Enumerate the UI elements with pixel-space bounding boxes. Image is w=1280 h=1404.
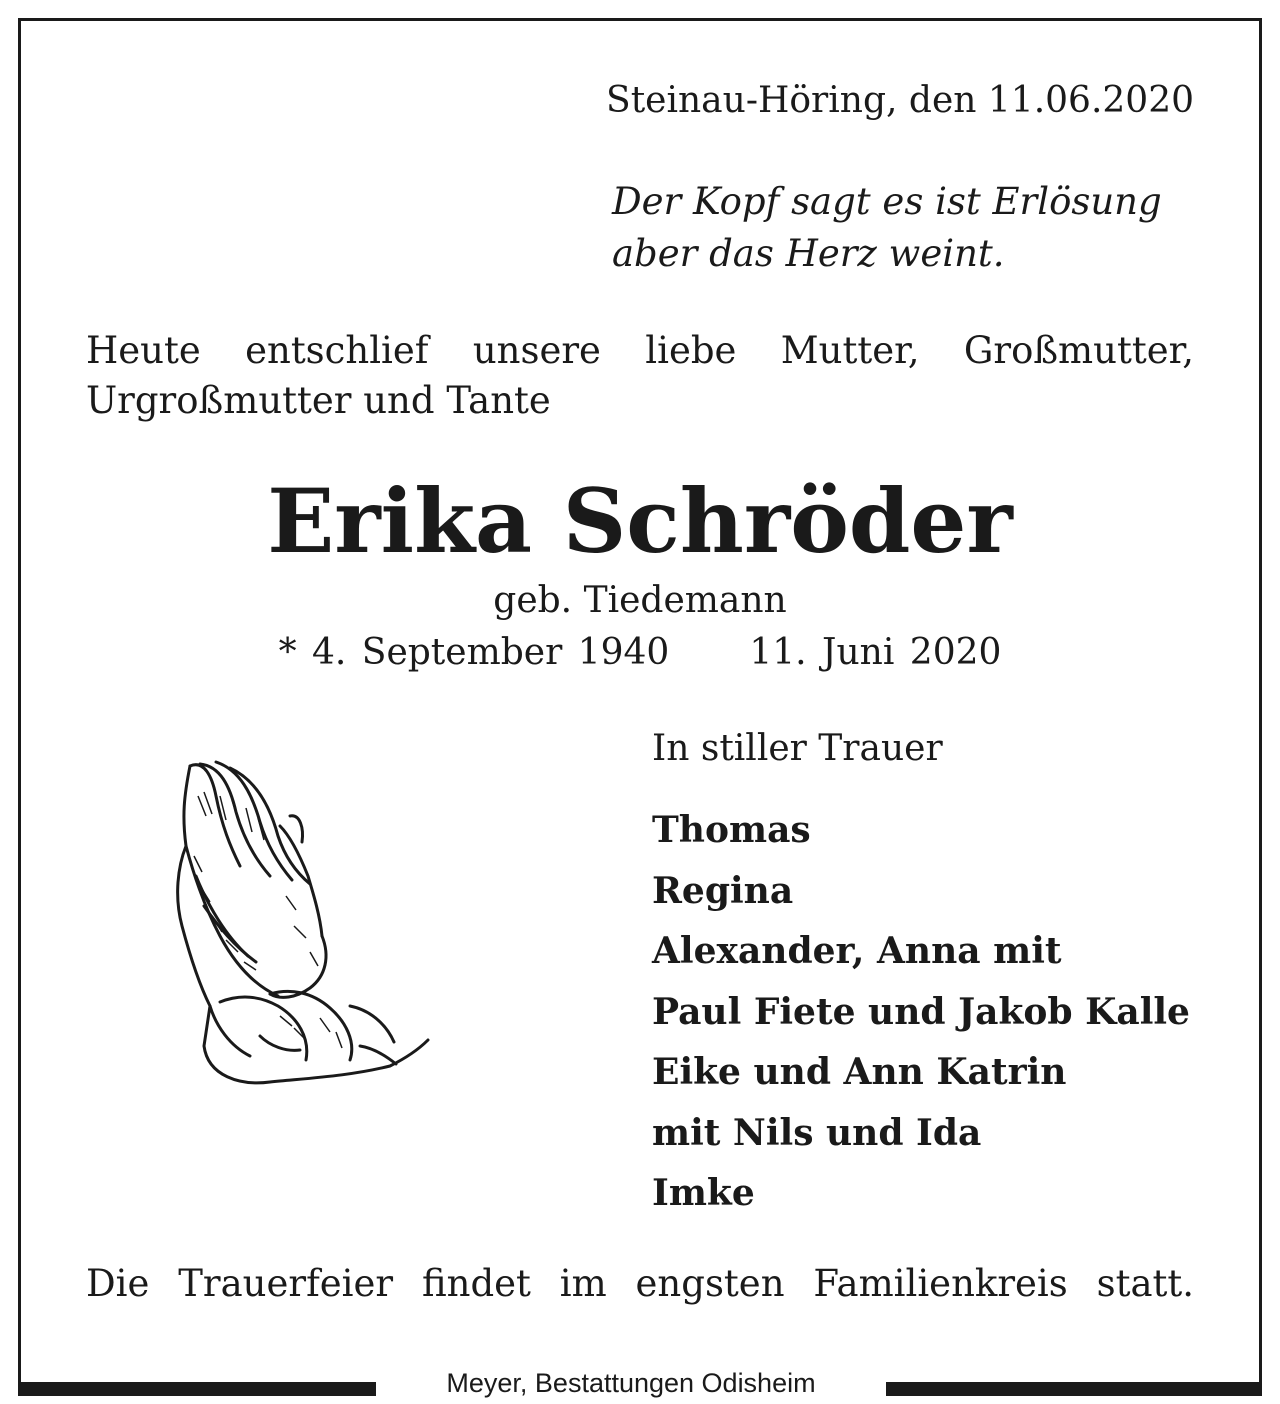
mourner-name: Paul Fiete und Jakob Kalle — [652, 990, 1190, 1033]
mourner-name: Eike und Ann Katrin — [652, 1051, 1067, 1093]
mourner-name: Imke — [652, 1172, 755, 1214]
deceased-name: Erika Schröder — [267, 469, 1013, 573]
quote-line-2: aber das Herz weint. — [612, 232, 1005, 275]
death-date: 11. Juni 2020 — [749, 632, 1002, 673]
maiden-name: geb. Tiedemann — [493, 580, 787, 621]
quote — [612, 176, 1162, 280]
mourning-heading: In stiller Trauer — [652, 728, 943, 769]
mourner-name: mit Nils und Ida — [652, 1111, 982, 1154]
place-date: Steinau-Höring, den 11.06.2020 — [606, 80, 1194, 121]
mourner-name: Regina — [652, 869, 794, 912]
closing-text: Die Trauerfeier findet im engsten Familienkreis statt. — [86, 1262, 1194, 1305]
mourner-name: Thomas — [652, 809, 811, 851]
funeral-home-footer: Meyer, Bestattungen Odisheim — [446, 1368, 816, 1398]
mourner-list — [652, 800, 1190, 1224]
life-dates — [0, 632, 1280, 673]
footer-bar-right — [886, 1382, 1262, 1396]
mourner-name: Alexander, Anna mit — [652, 930, 1062, 972]
footer-bar-left — [18, 1382, 376, 1396]
praying-hands-icon — [160, 756, 430, 1092]
intro-text: Heute entschlief unsere liebe Mutter, Großmutter, Urgroßmutter und Tante — [86, 329, 1194, 422]
quote-line-1: Der Kopf sagt es ist Erlösung — [612, 180, 1162, 223]
birth-date: * 4. September 1940 — [278, 632, 670, 673]
